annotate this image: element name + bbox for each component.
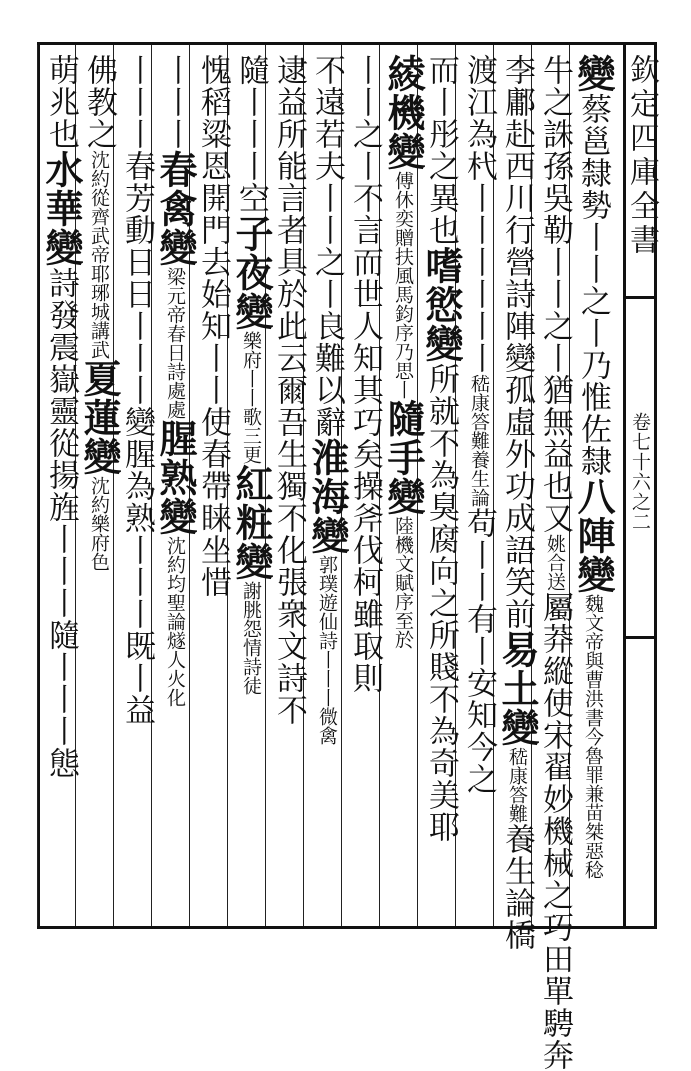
- citation-note: 陸機文賦序至於: [392, 516, 414, 649]
- citation-note: 魏文帝與曹洪書今魯罪兼苗桀惡稔: [582, 594, 604, 879]
- body-text: 隨丨丨丨態: [43, 619, 79, 779]
- body-text: 詩發震嶽靈從揚旌丨丨丨: [43, 267, 79, 619]
- body-text: 養生論橋: [499, 823, 535, 951]
- body-text: 丨丨之丨不言而世人知其巧矣: [347, 54, 383, 470]
- entry-heading: 綾機變: [381, 54, 426, 171]
- body-text: 操斧伐柯雖取則: [347, 470, 383, 694]
- body-text: 李鄘赴西川行營詩陣變孤虛外功成語笑前: [499, 54, 535, 630]
- body-text: 渡江為杙丨丨丨丨丨丨: [461, 54, 497, 374]
- entry-heading: 嗜慾變: [419, 246, 464, 363]
- body-text: 牛之誅孫吳勒丨丨之丨猶無益也又: [537, 54, 573, 534]
- citation-note: 謝朓怨情詩徒: [240, 581, 262, 695]
- body-text: 隨丨丨丨空: [233, 54, 269, 214]
- entry-heading: 紅粧變: [229, 464, 274, 581]
- body-text: 丨丨丨: [157, 54, 193, 150]
- citation-note: 姚合送: [544, 534, 566, 591]
- column-rule: [37, 45, 38, 926]
- body-text: 變腥為熟丨丨丨既丨益: [119, 406, 155, 726]
- citation-note: 嵇康答難養生論: [468, 374, 490, 507]
- citation-note: 沈約從齊武帝耶琊城講武: [88, 150, 110, 359]
- entry-heading: 子夜變: [229, 214, 274, 331]
- citation-note: 梁元帝春日詩處處: [164, 267, 186, 419]
- body-text: 所就不為臭腐向之所賤不為奇美耶: [423, 363, 459, 843]
- body-text: 不遠若夫丨丨之丨良難以辭: [309, 54, 345, 438]
- body-text: 春芳動日日丨丨丨: [119, 150, 155, 406]
- volume-label: 卷七十六之二: [629, 412, 651, 532]
- body-text: 開門去始知丨丨: [195, 182, 231, 406]
- body-text: 苟丨丨有丨安知今之: [461, 507, 497, 795]
- body-text: 萌兆也: [43, 54, 79, 150]
- body-text: 而丨彤之異也: [423, 54, 459, 246]
- entry-heading: 變: [571, 54, 616, 93]
- citation-note: 樂府丨丨歌三更: [240, 331, 262, 464]
- body-text: 使春帶睐坐惜: [195, 406, 231, 598]
- body-text: 愧稻粱恩: [195, 54, 231, 182]
- text-column-15: [38, 54, 84, 924]
- entry-heading: 八陣變: [571, 477, 616, 594]
- body-text: 吾生獨不化張衆文詩不: [271, 406, 307, 726]
- citation-note: 傅休奕贈扶風馬鈞序乃思丨: [392, 171, 414, 399]
- body-text: 逮益所能言者具於此云爾: [271, 54, 307, 406]
- citation-note: 郭璞遊仙詩丨丨丨微禽: [316, 555, 338, 745]
- citation-note: 嵇康答難: [506, 747, 528, 823]
- citation-note: 沈約均聖論燧人火化: [164, 536, 186, 707]
- entry-heading: 腥熟變: [153, 419, 198, 536]
- body-text: 丨丨丨: [119, 54, 155, 150]
- entry-heading: 隨手變: [381, 399, 426, 516]
- entry-heading: 夏蓮變: [77, 359, 122, 476]
- entry-heading: 水華變: [39, 150, 84, 267]
- body-text: 蔡邕隸勢丨丨之丨乃惟佐隸: [575, 93, 611, 477]
- margin-tab-lower: [626, 636, 656, 639]
- entry-heading: 易土變: [495, 630, 540, 747]
- body-text: 佛教之: [81, 54, 117, 150]
- entry-heading: 春禽變: [153, 150, 198, 267]
- citation-note: 沈約樂府色: [88, 476, 110, 571]
- entry-heading: 淮海變: [305, 438, 350, 555]
- body-text: 屬莽縱使宋翟妙機械之巧田單騁奔: [537, 591, 573, 1071]
- book-title: 欽定四庫全書: [624, 54, 659, 258]
